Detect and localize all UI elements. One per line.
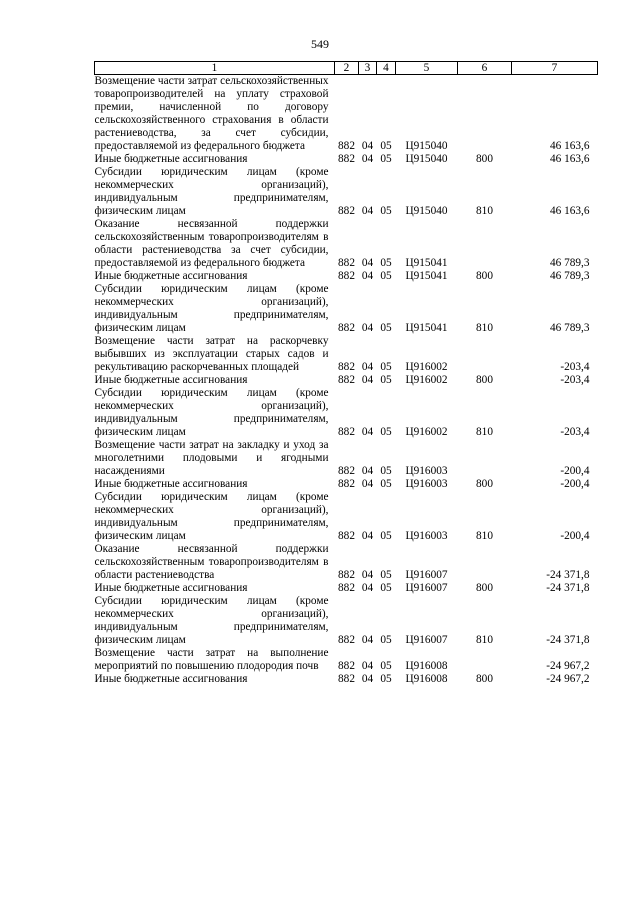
row-ministry-cell: 882 bbox=[338, 634, 355, 646]
row-name-cell: Иные бюджетные ассигнования bbox=[94, 153, 248, 165]
row-section-cell: 04 bbox=[361, 153, 374, 165]
row-amount-cell: 46 789,3 bbox=[549, 322, 590, 334]
row-name-cell: Субсидии юридическим лицам (кроме некоммерческих организаций), индивидуальным предпринимателям, физическим лицам bbox=[94, 595, 329, 646]
row-section-cell: 04 bbox=[361, 270, 374, 282]
row-name-cell: Субсидии юридическим лицам (кроме некоммерческих организаций), индивидуальным предпринимателям, физическим лицам bbox=[94, 166, 329, 217]
header-cell-5: 5 bbox=[396, 62, 458, 75]
table-row bbox=[95, 673, 598, 686]
header-cell-2: 2 bbox=[335, 62, 359, 75]
header-cell-3: 3 bbox=[359, 62, 377, 75]
row-amount-cell: 46 789,3 bbox=[549, 257, 590, 269]
row-section-cell: 04 bbox=[361, 582, 374, 594]
row-name-cell: Иные бюджетные ассигнования bbox=[94, 374, 248, 386]
row-amount-cell: 46 789,3 bbox=[549, 270, 590, 282]
row-subsection-cell: 05 bbox=[380, 582, 392, 594]
table-row bbox=[95, 595, 598, 647]
table-row bbox=[95, 218, 598, 270]
row-ministry-cell: 882 bbox=[338, 478, 355, 490]
row-amount-cell: -200,4 bbox=[560, 465, 590, 477]
row-section-cell: 04 bbox=[361, 361, 374, 373]
row-amount-cell: -24 371,8 bbox=[546, 569, 590, 581]
row-name-cell: Субсидии юридическим лицам (кроме некоммерческих организаций), индивидуальным предпринимателям, физическим лицам bbox=[94, 491, 329, 542]
table-row bbox=[95, 582, 598, 595]
row-section-cell: 04 bbox=[361, 465, 374, 477]
row-amount-cell: -24 967,2 bbox=[546, 673, 590, 685]
row-subsection-cell: 05 bbox=[380, 140, 392, 152]
row-expense-type-cell: 810 bbox=[476, 426, 493, 438]
row-subsection-cell: 05 bbox=[380, 205, 392, 217]
row-subsection-cell: 05 bbox=[380, 569, 392, 581]
row-name-cell: Иные бюджетные ассигнования bbox=[94, 270, 248, 282]
row-subsection-cell: 05 bbox=[380, 660, 392, 672]
table-row bbox=[95, 75, 598, 154]
row-expense-type-cell bbox=[458, 543, 512, 582]
header-cell-1: 1 bbox=[95, 62, 335, 75]
page-number: 549 bbox=[311, 37, 329, 51]
row-target-cell: Ц915040 bbox=[405, 153, 448, 165]
row-section-cell: 04 bbox=[361, 205, 374, 217]
row-target-cell: Ц916003 bbox=[405, 465, 448, 477]
table-row bbox=[95, 439, 598, 478]
header-cell-4: 4 bbox=[377, 62, 396, 75]
row-ministry-cell: 882 bbox=[338, 426, 355, 438]
row-subsection-cell: 05 bbox=[380, 530, 392, 542]
row-subsection-cell: 05 bbox=[380, 361, 392, 373]
row-expense-type-cell: 800 bbox=[476, 270, 493, 282]
row-ministry-cell: 882 bbox=[338, 153, 355, 165]
row-target-cell: Ц916008 bbox=[405, 660, 448, 672]
row-section-cell: 04 bbox=[361, 426, 374, 438]
header-cell-6: 6 bbox=[458, 62, 512, 75]
row-target-cell: Ц916002 bbox=[405, 374, 448, 386]
row-subsection-cell: 05 bbox=[380, 634, 392, 646]
row-expense-type-cell: 810 bbox=[476, 322, 493, 334]
table-row bbox=[95, 270, 598, 283]
row-expense-type-cell bbox=[458, 75, 512, 154]
row-ministry-cell: 882 bbox=[338, 361, 355, 373]
row-amount-cell: -24 371,8 bbox=[546, 634, 590, 646]
row-subsection-cell: 05 bbox=[380, 465, 392, 477]
row-target-cell: Ц916002 bbox=[405, 361, 448, 373]
row-section-cell: 04 bbox=[361, 569, 374, 581]
row-target-cell: Ц916008 bbox=[405, 673, 448, 685]
table-row bbox=[95, 153, 598, 166]
table-body bbox=[95, 75, 598, 687]
row-subsection-cell: 05 bbox=[380, 153, 392, 165]
row-name-cell: Возмещение части затрат сельскохозяйственных товаропроизводителей на уплату страховой премии, начисленной по договору сельскохозяйственного страхования в области растениеводства, за счет субсидии, предоставляемой из федерального бюджета bbox=[94, 75, 329, 152]
row-target-cell: Ц915041 bbox=[405, 257, 448, 269]
row-ministry-cell: 882 bbox=[338, 660, 355, 672]
row-amount-cell: -203,4 bbox=[560, 361, 590, 373]
row-ministry-cell: 882 bbox=[338, 257, 355, 269]
row-ministry-cell: 882 bbox=[338, 673, 355, 685]
row-name-cell: Возмещение части затрат на раскорчевку выбывших из эксплуатации старых садов и рекультивацию раскорчеванных площадей bbox=[94, 335, 329, 373]
row-name-cell: Возмещение части затрат на выполнение мероприятий по повышению плодородия почв bbox=[94, 647, 329, 672]
header-cell-7: 7 bbox=[512, 62, 598, 75]
row-amount-cell: -203,4 bbox=[560, 374, 590, 386]
row-amount-cell: -24 967,2 bbox=[546, 660, 590, 672]
row-name-cell: Оказание несвязанной поддержки сельскохозяйственным товаропроизводителям в области растениеводства за счет субсидии, предоставляемой из федерального бюджета bbox=[94, 218, 329, 269]
row-name-cell: Оказание несвязанной поддержки сельскохозяйственным товаропроизводителям в области растениеводства bbox=[94, 543, 329, 581]
row-expense-type-cell: 800 bbox=[476, 582, 493, 594]
row-target-cell: Ц915041 bbox=[405, 322, 448, 334]
row-subsection-cell: 05 bbox=[380, 270, 392, 282]
table-row bbox=[95, 283, 598, 335]
row-section-cell: 04 bbox=[361, 140, 374, 152]
row-subsection-cell: 05 bbox=[380, 322, 392, 334]
row-amount-cell: -200,4 bbox=[560, 478, 590, 490]
row-ministry-cell: 882 bbox=[338, 140, 355, 152]
row-name-cell: Субсидии юридическим лицам (кроме некоммерческих организаций), индивидуальным предпринимателям, физическим лицам bbox=[94, 387, 329, 438]
row-expense-type-cell: 810 bbox=[476, 634, 493, 646]
row-amount-cell: -24 371,8 bbox=[546, 582, 590, 594]
row-ministry-cell: 882 bbox=[338, 270, 355, 282]
row-target-cell: Ц915041 bbox=[405, 270, 448, 282]
row-subsection-cell: 05 bbox=[380, 478, 392, 490]
table-row bbox=[95, 491, 598, 543]
row-ministry-cell: 882 bbox=[338, 205, 355, 217]
row-expense-type-cell bbox=[458, 439, 512, 478]
row-section-cell: 04 bbox=[361, 257, 374, 269]
row-target-cell: Ц916007 bbox=[405, 582, 448, 594]
row-subsection-cell: 05 bbox=[380, 426, 392, 438]
row-expense-type-cell: 800 bbox=[476, 153, 493, 165]
budget-table bbox=[94, 61, 598, 686]
table-row bbox=[95, 543, 598, 582]
row-amount-cell: 46 163,6 bbox=[549, 153, 590, 165]
row-amount-cell: -200,4 bbox=[560, 530, 590, 542]
row-subsection-cell: 05 bbox=[380, 673, 392, 685]
row-section-cell: 04 bbox=[361, 673, 374, 685]
table-row bbox=[95, 335, 598, 374]
row-target-cell: Ц916003 bbox=[405, 478, 448, 490]
row-expense-type-cell: 800 bbox=[476, 478, 493, 490]
row-expense-type-cell: 800 bbox=[476, 374, 493, 386]
row-section-cell: 04 bbox=[361, 374, 374, 386]
header-row bbox=[95, 62, 598, 75]
table-row bbox=[95, 166, 598, 218]
table-row bbox=[95, 387, 598, 439]
row-target-cell: Ц915040 bbox=[405, 205, 448, 217]
row-ministry-cell: 882 bbox=[338, 322, 355, 334]
row-target-cell: Ц916007 bbox=[405, 569, 448, 581]
row-target-cell: Ц915040 bbox=[405, 140, 448, 152]
table-row bbox=[95, 478, 598, 491]
row-ministry-cell: 882 bbox=[338, 530, 355, 542]
row-subsection-cell: 05 bbox=[380, 257, 392, 269]
row-expense-type-cell bbox=[458, 335, 512, 374]
table-row bbox=[95, 647, 598, 673]
row-section-cell: 04 bbox=[361, 634, 374, 646]
row-target-cell: Ц916007 bbox=[405, 634, 448, 646]
row-expense-type-cell: 800 bbox=[476, 673, 493, 685]
row-target-cell: Ц916002 bbox=[405, 426, 448, 438]
row-amount-cell: 46 163,6 bbox=[549, 140, 590, 152]
row-ministry-cell: 882 bbox=[338, 582, 355, 594]
row-expense-type-cell bbox=[458, 218, 512, 270]
row-amount-cell: -203,4 bbox=[560, 426, 590, 438]
row-expense-type-cell: 810 bbox=[476, 530, 493, 542]
row-ministry-cell: 882 bbox=[338, 374, 355, 386]
row-ministry-cell: 882 bbox=[338, 569, 355, 581]
row-subsection-cell: 05 bbox=[380, 374, 392, 386]
row-amount-cell: 46 163,6 bbox=[549, 205, 590, 217]
row-section-cell: 04 bbox=[361, 530, 374, 542]
row-name-cell: Иные бюджетные ассигнования bbox=[94, 478, 248, 490]
row-section-cell: 04 bbox=[361, 478, 374, 490]
row-expense-type-cell: 810 bbox=[476, 205, 493, 217]
row-name-cell: Иные бюджетные ассигнования bbox=[94, 582, 248, 594]
table-row bbox=[95, 374, 598, 387]
row-ministry-cell: 882 bbox=[338, 465, 355, 477]
row-name-cell: Возмещение части затрат на закладку и уход за многолетними плодовыми и ягодными насаждениями bbox=[94, 439, 329, 477]
row-target-cell: Ц916003 bbox=[405, 530, 448, 542]
row-name-cell: Субсидии юридическим лицам (кроме некоммерческих организаций), индивидуальным предпринимателям, физическим лицам bbox=[94, 283, 329, 334]
row-name-cell: Иные бюджетные ассигнования bbox=[94, 673, 248, 685]
row-expense-type-cell bbox=[458, 647, 512, 673]
row-section-cell: 04 bbox=[361, 322, 374, 334]
row-section-cell: 04 bbox=[361, 660, 374, 672]
